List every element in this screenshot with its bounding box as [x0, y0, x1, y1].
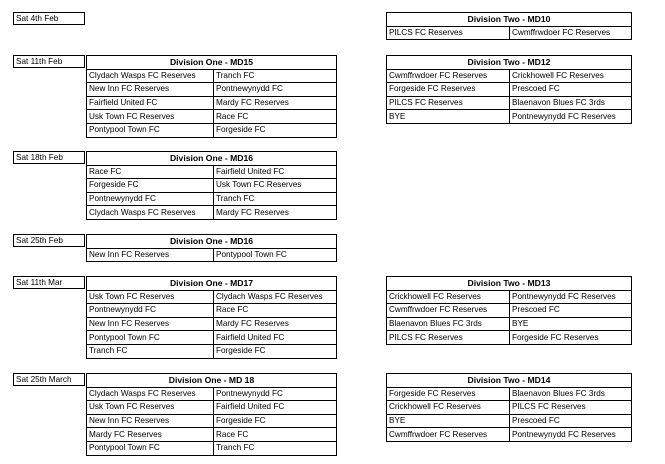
- fixture-row: [87, 441, 337, 455]
- away-team-cell: Mardy FC Reserves: [214, 206, 337, 220]
- away-team-cell: Fairfield United FC: [214, 401, 337, 415]
- home-team-cell: Cwmffrwdoer FC Reserves: [387, 69, 510, 83]
- date-label: Sat 18th Feb: [13, 151, 85, 164]
- away-team-cell: Tranch FC: [214, 192, 337, 206]
- away-team-cell: Mardy FC Reserves: [214, 96, 337, 110]
- away-team-cell: Mardy FC Reserves: [214, 317, 337, 331]
- away-team-cell: Usk Town FC Reserves: [214, 179, 337, 193]
- fixture-row: [87, 387, 337, 401]
- fixture-row: [387, 304, 632, 318]
- away-team-cell: Race FC: [214, 304, 337, 318]
- away-team-cell: Crickhowell FC Reserves: [510, 69, 632, 83]
- fixture-row: [87, 248, 337, 262]
- away-team-cell: Pontnewynydd FC: [214, 83, 337, 97]
- home-team-cell: Pontnewynydd FC: [87, 304, 214, 318]
- away-team-cell: Prescoed FC: [510, 83, 632, 97]
- matchday-title: Division Two - MD12: [387, 56, 632, 70]
- table-header-row: [387, 277, 632, 291]
- date-label: Sat 4th Feb: [13, 12, 85, 25]
- away-team-cell: Pontnewynydd FC Reserves: [510, 110, 632, 124]
- away-team-cell: Cwmffrwdoer FC Reserves: [510, 26, 632, 40]
- table-header-row: [87, 152, 337, 166]
- fixture-row: [87, 69, 337, 83]
- away-team-cell: Pontnewynydd FC Reserves: [510, 290, 632, 304]
- fixture-row: [87, 414, 337, 428]
- away-team-cell: Fairfield United FC: [214, 165, 337, 179]
- home-team-cell: Mardy FC Reserves: [87, 428, 214, 442]
- fixture-row: [387, 26, 632, 40]
- home-team-cell: Cwmffrwdoer FC Reserves: [387, 304, 510, 318]
- fixture-table-division-one-md16: [86, 151, 337, 220]
- matchday-title: Division Two - MD14: [387, 374, 632, 388]
- fixture-row: [387, 110, 632, 124]
- home-team-cell: Pontypool Town FC: [87, 331, 214, 345]
- fixture-row: [387, 317, 632, 331]
- table-header-row: [387, 13, 632, 27]
- table-header-row: [87, 374, 337, 388]
- fixture-row: [87, 428, 337, 442]
- fixture-row: [87, 304, 337, 318]
- fixture-row: [87, 344, 337, 358]
- home-team-cell: Clydach Wasps FC Reserves: [87, 69, 214, 83]
- fixture-table-division-one-md16-second: [86, 234, 337, 262]
- home-team-cell: Forgeside FC: [87, 179, 214, 193]
- home-team-cell: BYE: [387, 414, 510, 428]
- matchday-title: Division Two - MD10: [387, 13, 632, 27]
- home-team-cell: PILCS FC Reserves: [387, 26, 510, 40]
- date-label: Sat 25th March: [13, 373, 85, 386]
- fixture-table-division-one-md17: [86, 276, 337, 359]
- fixture-table-division-one-md18: [86, 373, 337, 456]
- away-team-cell: Tranch FC: [214, 441, 337, 455]
- away-team-cell: Pontnewynydd FC Reserves: [510, 428, 632, 442]
- date-label: Sat 11th Feb: [13, 55, 85, 68]
- date-label: Sat 25th Feb: [13, 234, 85, 247]
- matchday-title: Division One - MD15: [87, 56, 337, 70]
- home-team-cell: Crickhowell FC Reserves: [387, 401, 510, 415]
- home-team-cell: Forgeside FC Reserves: [387, 83, 510, 97]
- fixture-table-division-two-md13: [386, 276, 632, 345]
- home-team-cell: Tranch FC: [87, 344, 214, 358]
- fixture-row: [87, 110, 337, 124]
- fixture-row: [87, 317, 337, 331]
- fixture-row: [87, 179, 337, 193]
- home-team-cell: Pontnewynydd FC: [87, 192, 214, 206]
- away-team-cell: Forgeside FC: [214, 344, 337, 358]
- home-team-cell: New Inn FC Reserves: [87, 248, 214, 262]
- fixture-row: [387, 290, 632, 304]
- away-team-cell: Race FC: [214, 428, 337, 442]
- fixture-row: [387, 414, 632, 428]
- away-team-cell: Forgeside FC: [214, 414, 337, 428]
- home-team-cell: BYE: [387, 110, 510, 124]
- fixture-row: [387, 401, 632, 415]
- table-header-row: [87, 235, 337, 249]
- matchday-title: Division One - MD 18: [87, 374, 337, 388]
- away-team-cell: Tranch FC: [214, 69, 337, 83]
- matchday-title: Division One - MD16: [87, 152, 337, 166]
- away-team-cell: Prescoed FC: [510, 414, 632, 428]
- fixture-row: [87, 123, 337, 137]
- away-team-cell: Pontnewynydd FC: [214, 387, 337, 401]
- home-team-cell: Blaenavon Blues FC 3rds: [387, 317, 510, 331]
- home-team-cell: PILCS FC Reserves: [387, 331, 510, 345]
- table-header-row: [387, 374, 632, 388]
- away-team-cell: Blaenavon Blues FC 3rds: [510, 387, 632, 401]
- home-team-cell: Pontypool Town FC: [87, 441, 214, 455]
- home-team-cell: Race FC: [87, 165, 214, 179]
- home-team-cell: Forgeside FC Reserves: [387, 387, 510, 401]
- away-team-cell: Forgeside FC: [214, 123, 337, 137]
- matchday-title: Division One - MD17: [87, 277, 337, 291]
- matchday-title: Division One - MD16: [87, 235, 337, 249]
- fixture-row: [87, 192, 337, 206]
- table-header-row: [87, 56, 337, 70]
- fixture-table-division-one-md15: [86, 55, 337, 138]
- away-team-cell: Prescoed FC: [510, 304, 632, 318]
- away-team-cell: Pontypool Town FC: [214, 248, 337, 262]
- fixture-table-division-two-md14: [386, 373, 632, 442]
- away-team-cell: Blaenavon Blues FC 3rds: [510, 96, 632, 110]
- home-team-cell: Crickhowell FC Reserves: [387, 290, 510, 304]
- fixture-row: [87, 96, 337, 110]
- home-team-cell: New Inn FC Reserves: [87, 83, 214, 97]
- fixture-row: [87, 206, 337, 220]
- fixture-row: [387, 69, 632, 83]
- fixture-row: [387, 96, 632, 110]
- fixture-row: [87, 401, 337, 415]
- home-team-cell: Pontypool Town FC: [87, 123, 214, 137]
- fixture-row: [87, 83, 337, 97]
- away-team-cell: BYE: [510, 317, 632, 331]
- away-team-cell: Clydach Wasps FC Reserves: [214, 290, 337, 304]
- home-team-cell: Cwmffrwdoer FC Reserves: [387, 428, 510, 442]
- fixture-table-division-two-md10: [386, 12, 632, 40]
- date-label: Sat 11th Mar: [13, 276, 85, 289]
- home-team-cell: Usk Town FC Reserves: [87, 290, 214, 304]
- fixture-row: [87, 165, 337, 179]
- away-team-cell: Fairfield United FC: [214, 331, 337, 345]
- home-team-cell: Clydach Wasps FC Reserves: [87, 387, 214, 401]
- fixture-row: [387, 428, 632, 442]
- matchday-title: Division Two - MD13: [387, 277, 632, 291]
- away-team-cell: Race FC: [214, 110, 337, 124]
- home-team-cell: PILCS FC Reserves: [387, 96, 510, 110]
- fixture-row: [387, 83, 632, 97]
- fixture-row: [87, 290, 337, 304]
- home-team-cell: Usk Town FC Reserves: [87, 110, 214, 124]
- home-team-cell: New Inn FC Reserves: [87, 317, 214, 331]
- fixture-row: [87, 331, 337, 345]
- away-team-cell: Forgeside FC Reserves: [510, 331, 632, 345]
- home-team-cell: New Inn FC Reserves: [87, 414, 214, 428]
- home-team-cell: Clydach Wasps FC Reserves: [87, 206, 214, 220]
- fixture-row: [387, 331, 632, 345]
- home-team-cell: Usk Town FC Reserves: [87, 401, 214, 415]
- fixture-table-division-two-md12: [386, 55, 632, 124]
- away-team-cell: PILCS FC Reserves: [510, 401, 632, 415]
- fixture-row: [387, 387, 632, 401]
- table-header-row: [387, 56, 632, 70]
- home-team-cell: Fairfield United FC: [87, 96, 214, 110]
- table-header-row: [87, 277, 337, 291]
